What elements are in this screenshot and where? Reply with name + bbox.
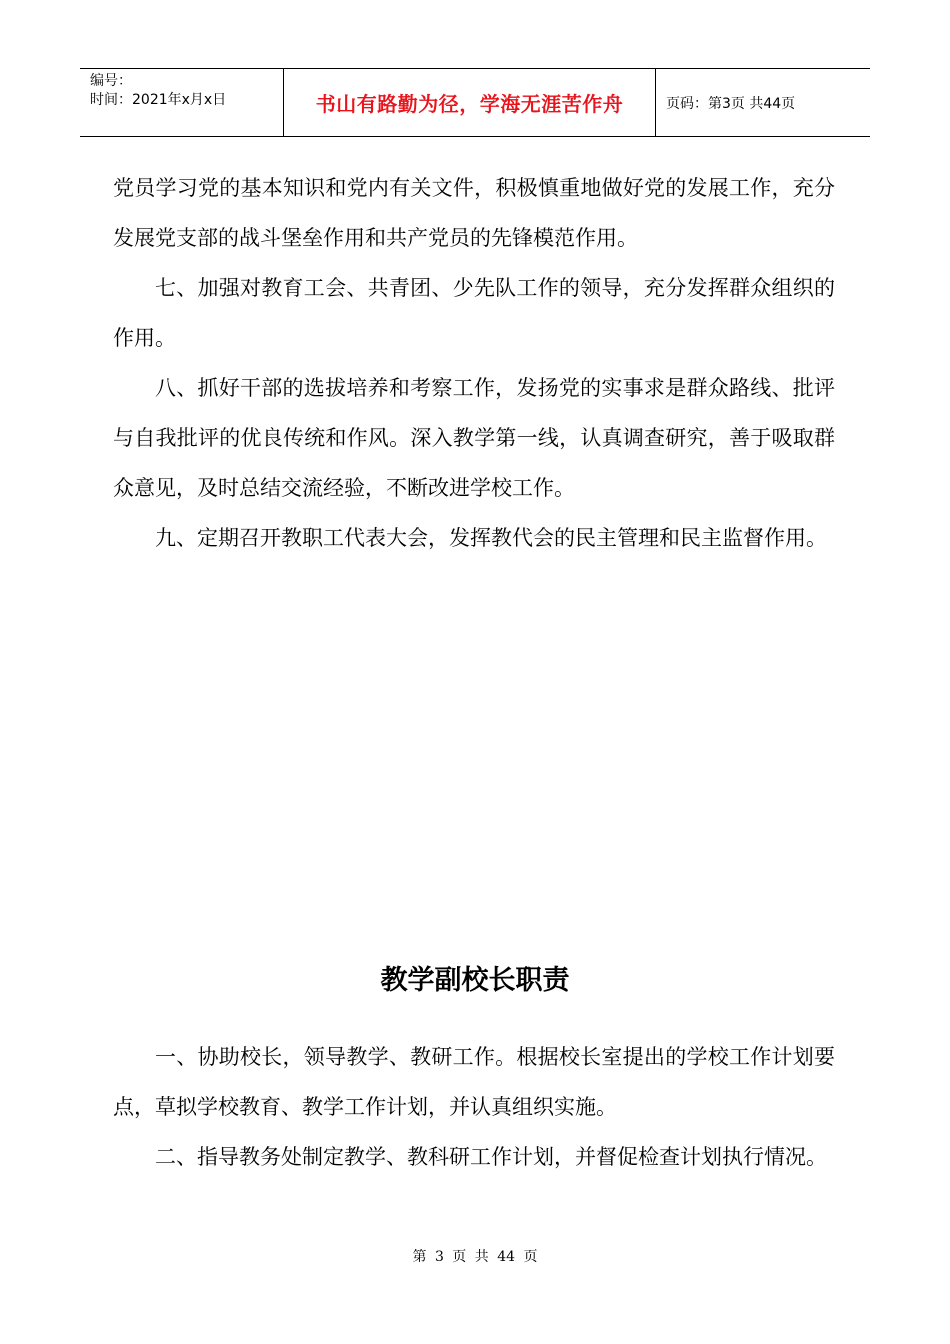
section-title: 教学副校长职责 (380, 965, 570, 996)
page-header (80, 68, 870, 137)
header-motto: 书山有路勤为径，学海无涯苦作舟 (283, 69, 656, 136)
serial-label: 编号： (90, 73, 132, 89)
paragraph: 九、定期召开教职工代表大会，发挥教代会的民主管理和民主监督作用。 (155, 526, 827, 550)
page-footer: 第 3 页 共 44 页 (412, 1249, 538, 1265)
paragraph: 八、抓好干部的选拔培养和考察工作，发扬党的实事求是群众路线、批评与自我批评的优良传统和作风。深入教学第一线，认真调查研究，善于吸取群众意见，及时总结交流经验，不断改进学校工作。 (113, 376, 835, 500)
section1-body (113, 163, 835, 563)
paragraph: 党员学习党的基本知识和党内有关文件，积极慎重地做好党的发展工作，充分发展党支部的战斗堡垒作用和共产党员的先锋模范作用。 (113, 176, 835, 250)
paragraph: 二、指导教务处制定教学、教科研工作计划，并督促检查计划执行情况。 (155, 1145, 827, 1169)
section2-body (113, 1032, 835, 1182)
header-meta (80, 69, 283, 136)
time-label: 时间：2021年x月x日 (90, 92, 227, 108)
header-page-info: 页码：第3页 共44页 (666, 95, 796, 112)
paragraph: 七、加强对教育工会、共青团、少先队工作的领导，充分发挥群众组织的作用。 (113, 276, 835, 350)
paragraph: 一、协助校长，领导教学、教研工作。根据校长室提出的学校工作计划要点，草拟学校教育、教学工作计划，并认真组织实施。 (113, 1045, 835, 1119)
